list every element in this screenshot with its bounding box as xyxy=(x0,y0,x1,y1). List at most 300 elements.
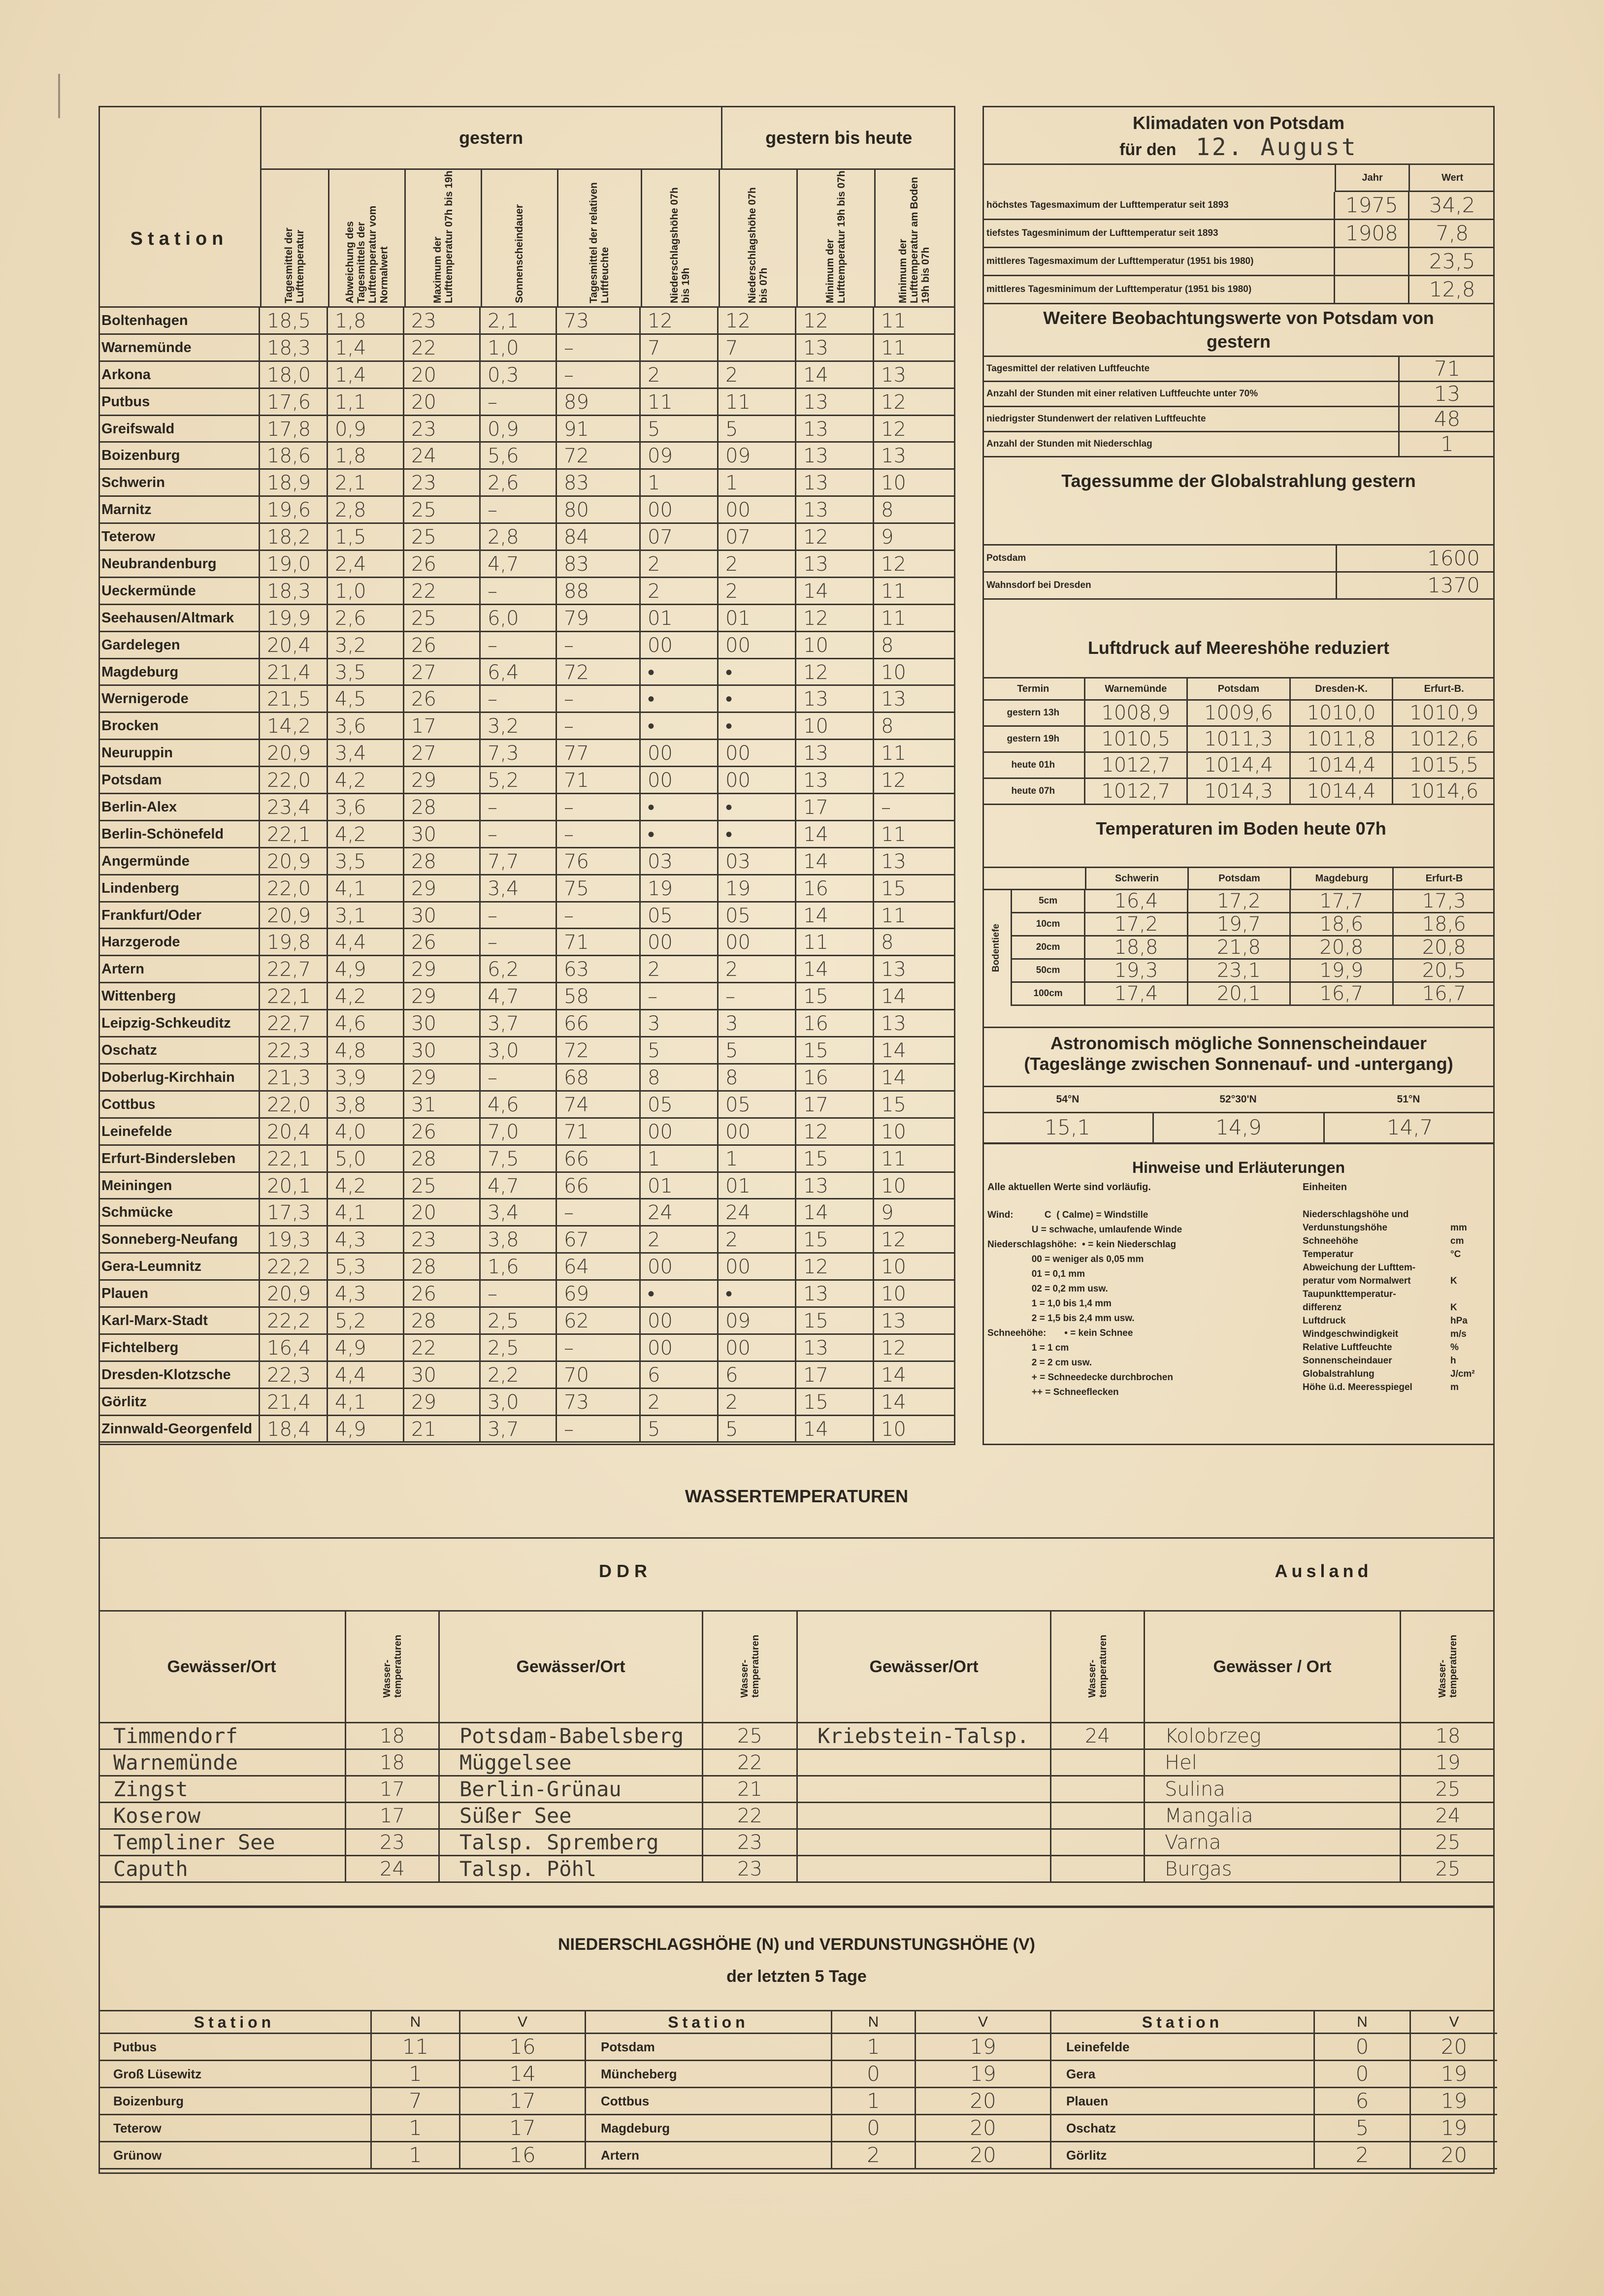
boden-value: 17,7 xyxy=(1289,890,1392,912)
nieder-h-v: V xyxy=(916,2011,1051,2033)
cell-value: 4,6 xyxy=(328,1010,404,1036)
cell-value: 12 xyxy=(796,1119,874,1144)
cell-value: 11 xyxy=(881,310,906,332)
nieder-v: 16 xyxy=(460,2034,586,2060)
cell-value: 3,5 xyxy=(328,848,404,874)
nieder-h-n: N xyxy=(1315,2011,1411,2033)
cell-value: 24 xyxy=(404,443,481,468)
cell-value: 10 xyxy=(881,1256,906,1279)
cell-value: 9 xyxy=(881,526,894,549)
wasser-ort: Hel xyxy=(1145,1750,1401,1775)
cell-value: 4,3 xyxy=(328,1227,404,1252)
boden-value: 16,7 xyxy=(1289,983,1392,1004)
cell-value: 5 xyxy=(641,1037,719,1063)
cell-value: 18,3 xyxy=(260,335,328,360)
boden-row xyxy=(1012,960,1495,983)
cell-value: 72 xyxy=(557,659,641,685)
cell-value: 19,9 xyxy=(260,605,328,631)
cell-value: 09 xyxy=(719,1308,796,1333)
boden-row xyxy=(1012,913,1495,937)
einheit-unit: m xyxy=(1450,1382,1459,1392)
nieder-h-station: Station xyxy=(98,2011,372,2033)
cell-value: 10 xyxy=(796,713,874,739)
station-name: Arkona xyxy=(98,362,260,388)
wasser-col-ort: Gewässer / Ort xyxy=(1145,1610,1401,1722)
cell-value: 2,5 xyxy=(481,1308,557,1333)
cell-value: 00 xyxy=(641,1254,719,1279)
cell-value: 73 xyxy=(557,1389,641,1415)
cell-value: 22 xyxy=(404,335,481,360)
boden-row xyxy=(1012,937,1495,960)
station-name: Berlin-Schönefeld xyxy=(98,821,260,847)
cell-value: 13 xyxy=(881,850,906,873)
cell-value: 12 xyxy=(796,1254,874,1279)
cell-value: 15 xyxy=(796,983,874,1009)
boden-depth: 50cm xyxy=(1036,965,1060,975)
cell-value: 00 xyxy=(641,1308,719,1333)
einheit-label: differenz xyxy=(1303,1302,1342,1313)
cell-value: – xyxy=(557,1416,641,1442)
cell-value: 8 xyxy=(881,634,894,657)
cell-value: 1,4 xyxy=(328,335,404,360)
einheit-label: Sonnenscheindauer xyxy=(1303,1356,1392,1366)
cell-value: 14,2 xyxy=(260,713,328,739)
cell-value: 12 xyxy=(796,659,874,685)
einheit-label: Windgeschwindigkeit xyxy=(1303,1329,1399,1339)
cell-value: 03 xyxy=(719,848,796,874)
station-name: Frankfurt/Oder xyxy=(98,903,260,928)
wasser-temp: 25 xyxy=(1435,1831,1461,1854)
nieder-n: 2 xyxy=(832,2142,916,2168)
boden-row xyxy=(1012,983,1495,1006)
cell-value: 19 xyxy=(719,875,796,901)
station-name: Marnitz xyxy=(98,497,260,522)
boden-value: 17,4 xyxy=(1084,983,1186,1004)
nieder-h-v: V xyxy=(460,2011,586,2033)
cell-value: 13 xyxy=(881,688,906,711)
cell-value: 30 xyxy=(404,1037,481,1063)
cell-value: – xyxy=(641,983,719,1009)
cell-value: 19,6 xyxy=(260,497,328,522)
klima-wert: 34,2 xyxy=(1408,192,1495,219)
weitere-row xyxy=(982,432,1495,457)
cell-value: 4,7 xyxy=(481,983,557,1009)
cell-value: 2 xyxy=(641,956,719,982)
einheit-label: Globalstrahlung xyxy=(1303,1369,1375,1379)
wasser-ort: Burgas xyxy=(1145,1856,1401,1881)
einheit-row xyxy=(1303,1288,1495,1301)
klima-jahr xyxy=(1334,248,1408,275)
cell-value: 3,2 xyxy=(328,632,404,658)
cell-value: 1 xyxy=(641,470,719,495)
cell-value: 13 xyxy=(881,445,906,468)
cell-value: 00 xyxy=(641,929,719,955)
cell-value: 8 xyxy=(881,499,894,522)
klima-wert: 23,5 xyxy=(1408,248,1495,275)
cell-value: 28 xyxy=(404,794,481,820)
wasser-row xyxy=(1145,1750,1495,1777)
einheit-row xyxy=(1303,1208,1495,1221)
cell-value: 27 xyxy=(404,659,481,685)
einheit-row xyxy=(1303,1221,1495,1234)
cell-value: 62 xyxy=(557,1308,641,1333)
nieder-group xyxy=(586,2011,1051,2169)
station-name: Berlin-Alex xyxy=(98,794,260,820)
cell-value: – xyxy=(557,903,641,928)
nieder-station: Potsdam xyxy=(586,2034,832,2060)
cell-value: 18,9 xyxy=(260,470,328,495)
cell-value: 76 xyxy=(557,848,641,874)
cell-value: 11 xyxy=(881,742,906,765)
cell-value: 05 xyxy=(719,1092,796,1117)
klima-title: Klimadaten von Potsdam xyxy=(1132,113,1345,133)
station-name: Cottbus xyxy=(98,1092,260,1117)
cell-value: – xyxy=(481,903,557,928)
cell-value: 18,3 xyxy=(260,578,328,604)
cell-value: – xyxy=(481,389,557,415)
station-name: Harzgerode xyxy=(98,929,260,955)
cell-value: 30 xyxy=(404,821,481,847)
cell-value: 4,9 xyxy=(328,956,404,982)
hinweise-line: 2 = 1,5 bis 2,4 mm usw. xyxy=(987,1313,1135,1324)
cell-value: 6 xyxy=(641,1362,719,1388)
klima-col-wert: Wert xyxy=(1408,165,1495,191)
weitere-label: niedrigster Stundenwert der relativen Luftfeuchte xyxy=(986,414,1206,424)
cell-value: 2,8 xyxy=(328,497,404,522)
cell-value: 3 xyxy=(719,1010,796,1036)
boden-value: 20,8 xyxy=(1392,937,1495,958)
cell-value: • xyxy=(719,794,796,820)
sonne-header: 52°30'N xyxy=(1219,1094,1257,1105)
cell-value: 8 xyxy=(881,931,894,954)
cell-value: 4,3 xyxy=(328,1281,404,1306)
nieder-n: 1 xyxy=(372,2142,460,2168)
cell-value: 22,3 xyxy=(260,1362,328,1388)
station-header: Station xyxy=(98,170,262,306)
luftdruck-row xyxy=(982,779,1495,805)
cell-value: 4,9 xyxy=(328,1416,404,1442)
cell-value: 05 xyxy=(641,903,719,928)
nieder-group xyxy=(1051,2011,1497,2169)
luftdruck-value: 1012,6 xyxy=(1392,727,1495,751)
column-header-label: Minimum der Lufttemperatur am Boden 19h bis 07h xyxy=(897,177,932,303)
klima-jahr: 1908 xyxy=(1334,220,1408,247)
cell-value: 3,9 xyxy=(328,1065,404,1090)
cell-value: 30 xyxy=(404,1362,481,1388)
einheit-unit: hPa xyxy=(1450,1316,1468,1326)
cell-value: 3,6 xyxy=(328,794,404,820)
weitere-label: Anzahl der Stunden mit Niederschlag xyxy=(986,439,1152,449)
cell-value: 3,8 xyxy=(328,1092,404,1117)
cell-value: 15 xyxy=(796,1308,874,1333)
station-name: Neuruppin xyxy=(98,740,260,766)
cell-value: 15 xyxy=(881,1093,906,1116)
cell-value: 12 xyxy=(796,524,874,550)
column-header xyxy=(329,170,406,306)
nieder-row xyxy=(98,2088,586,2115)
boden-header-row xyxy=(982,868,1495,890)
nieder-n: 2 xyxy=(1315,2142,1411,2168)
table-row xyxy=(98,362,955,389)
klima-fuer-den: für den xyxy=(1119,140,1177,159)
cell-value: 15 xyxy=(881,877,906,900)
cell-value: 13 xyxy=(796,551,874,577)
cell-value: 6,4 xyxy=(481,659,557,685)
cell-value: 3,5 xyxy=(328,659,404,685)
cell-value: 1,8 xyxy=(328,308,404,333)
nieder-station: Görlitz xyxy=(1051,2142,1315,2168)
nieder-n: 1 xyxy=(832,2034,916,2060)
cell-value: 14 xyxy=(796,821,874,847)
sonne-header: 51°N xyxy=(1397,1094,1420,1105)
table-row xyxy=(98,875,955,903)
luftdruck-header-row xyxy=(982,679,1495,701)
cell-value: – xyxy=(557,686,641,711)
hinweise-line: Schneehöhe: • = kein Schnee xyxy=(987,1328,1133,1338)
cell-value: 09 xyxy=(719,443,796,468)
table-row xyxy=(98,1119,955,1146)
hinweise-line: Niederschlagshöhe: • = kein Niederschlag xyxy=(987,1239,1177,1250)
cell-value: 10 xyxy=(881,1120,906,1143)
cell-value: 00 xyxy=(641,1119,719,1144)
cell-value: • xyxy=(641,794,719,820)
cell-value: 12 xyxy=(881,418,906,441)
cell-value: 7 xyxy=(641,335,719,360)
einheit-label: Abweichung der Lufttem- xyxy=(1303,1262,1416,1273)
cell-value: 3,8 xyxy=(481,1227,557,1252)
table-row xyxy=(98,821,955,848)
wasser-row xyxy=(798,1830,1145,1856)
station-name: Dresden-Klotzsche xyxy=(98,1362,260,1388)
table-row xyxy=(98,929,955,956)
einheit-row xyxy=(1303,1354,1495,1367)
nieder-row xyxy=(586,2034,1051,2061)
global-title: Tagessumme der Globalstrahlung gestern xyxy=(1061,471,1416,491)
table-row xyxy=(98,1416,955,1443)
cell-value: 7,5 xyxy=(481,1146,557,1171)
wasser-temp: 18 xyxy=(346,1723,440,1748)
einheit-label: Verdunstungshöhe xyxy=(1303,1223,1388,1233)
cell-value: 2 xyxy=(719,362,796,388)
cell-value: • xyxy=(719,659,796,685)
cell-value: 20,4 xyxy=(260,632,328,658)
cell-value: 4,7 xyxy=(481,1173,557,1198)
table-row xyxy=(98,1308,955,1335)
cell-value: 4,4 xyxy=(328,929,404,955)
boden-value: 19,9 xyxy=(1289,960,1392,981)
luftdruck-header: Erfurt-B. xyxy=(1392,679,1495,699)
nieder-h-station: Station xyxy=(586,2011,832,2033)
nieder-v: 20 xyxy=(1440,2035,1468,2059)
nieder-station: Leinefelde xyxy=(1051,2034,1315,2060)
cell-value: 4,2 xyxy=(328,821,404,847)
cell-value: 10 xyxy=(881,1283,906,1306)
cell-value: – xyxy=(557,821,641,847)
cell-value: 11 xyxy=(881,823,906,846)
nieder-n: 0 xyxy=(832,2061,916,2087)
cell-value: 2,1 xyxy=(328,470,404,495)
einheit-unit: °C xyxy=(1450,1249,1461,1260)
table-row xyxy=(98,1146,955,1173)
station-name: Greifswald xyxy=(98,416,260,442)
sonne-value: 15,1 xyxy=(1044,1115,1091,1139)
cell-value: 29 xyxy=(404,875,481,901)
nieder-v: 19 xyxy=(916,2034,1051,2060)
table-row xyxy=(98,1254,955,1281)
cell-value: 01 xyxy=(719,605,796,631)
weitere-label: Anzahl der Stunden mit einer relativen Luftfeuchte unter 70% xyxy=(986,388,1258,399)
cell-value: 11 xyxy=(881,580,906,603)
cell-value: 67 xyxy=(557,1227,641,1252)
boden-value: 19,7 xyxy=(1187,913,1289,935)
wasser-col-temp: Wasser- temperaturen xyxy=(381,1634,403,1698)
boden-header: Magdeburg xyxy=(1290,868,1392,889)
wasser-ort: Mangalia xyxy=(1145,1803,1401,1828)
station-name: Boizenburg xyxy=(98,443,260,468)
global-label: Potsdam xyxy=(986,553,1026,563)
cell-value: 88 xyxy=(557,578,641,604)
cell-value: 3,4 xyxy=(328,740,404,766)
cell-value: – xyxy=(557,1335,641,1360)
wasser-ort: Talsp. Spremberg xyxy=(440,1830,703,1855)
luftdruck-title: Luftdruck auf Meereshöhe reduziert xyxy=(1087,638,1390,658)
cell-value: 64 xyxy=(557,1254,641,1279)
nieder-n: 1 xyxy=(832,2088,916,2114)
wasser-ort: Zingst xyxy=(98,1777,346,1802)
cell-value: 73 xyxy=(557,308,641,333)
table-row xyxy=(98,524,955,551)
wasser-temp: 25 xyxy=(1435,1778,1461,1801)
wasser-row xyxy=(440,1777,798,1803)
station-name: Wittenberg xyxy=(98,983,260,1009)
station-name: Sonneberg-Neufang xyxy=(98,1227,260,1252)
cell-value: 18,6 xyxy=(260,443,328,468)
cell-value: 6 xyxy=(719,1362,796,1388)
cell-value: 22,0 xyxy=(260,1092,328,1117)
nieder-n: 7 xyxy=(372,2088,460,2114)
global-row xyxy=(982,546,1495,573)
cell-value: 26 xyxy=(404,1119,481,1144)
weitere-row xyxy=(982,407,1495,432)
nieder-n: 11 xyxy=(372,2034,460,2060)
table-row xyxy=(98,1173,955,1200)
nieder-n: 6 xyxy=(1315,2088,1411,2114)
cell-value: 12 xyxy=(881,1229,906,1252)
global-label: Wahnsdorf bei Dresden xyxy=(986,580,1091,590)
boden-side-label: Bodentiefe xyxy=(991,924,1002,972)
wasser-row xyxy=(98,1723,440,1750)
cell-value: 01 xyxy=(719,1173,796,1198)
cell-value: 16 xyxy=(796,1010,874,1036)
cell-value: 2,5 xyxy=(481,1335,557,1360)
cell-value: 17 xyxy=(796,1092,874,1117)
cell-value: 21,4 xyxy=(260,659,328,685)
cell-value: 2 xyxy=(641,578,719,604)
wasser-row xyxy=(798,1856,1145,1883)
cell-value: 11 xyxy=(881,336,906,359)
cell-value: 13 xyxy=(796,416,874,442)
cell-value: 8 xyxy=(719,1065,796,1090)
cell-value: 23 xyxy=(404,308,481,333)
luftdruck-value: 1014,4 xyxy=(1289,779,1392,804)
cell-value: – xyxy=(557,632,641,658)
cell-value: 30 xyxy=(404,903,481,928)
cell-value: 16,4 xyxy=(260,1335,328,1360)
cell-value: 13 xyxy=(796,1173,874,1198)
wasser-row xyxy=(440,1750,798,1777)
nieder-title: NIEDERSCHLAGSHÖHE (N) und VERDUNSTUNGSHÖHE (V) xyxy=(557,1935,1036,1954)
station-name: Schwerin xyxy=(98,470,260,495)
wasser-temp: 24 xyxy=(1051,1723,1145,1748)
wasser-row xyxy=(1145,1856,1495,1883)
luftdruck-header: Warnemünde xyxy=(1084,679,1187,699)
station-name: Putbus xyxy=(98,389,260,415)
cell-value: 20,9 xyxy=(260,1281,328,1306)
cell-value: 12 xyxy=(881,1336,906,1359)
cell-value: 1,4 xyxy=(328,362,404,388)
wasser-col-ort: Gewässer/Ort xyxy=(440,1610,703,1722)
nieder-row xyxy=(1051,2061,1497,2088)
cell-value: 17,8 xyxy=(260,416,328,442)
cell-value: 3,7 xyxy=(481,1416,557,1442)
nieder-row xyxy=(586,2115,1051,2142)
cell-value: – xyxy=(881,796,891,819)
cell-value: – xyxy=(481,632,557,658)
cell-value: 1 xyxy=(719,1146,796,1171)
wasser-group xyxy=(98,1610,440,1883)
nieder-v: 19 xyxy=(1440,2089,1468,2113)
cell-value: 21,3 xyxy=(260,1065,328,1090)
weitere-label: Tagesmittel der relativen Luftfeuchte xyxy=(986,363,1150,374)
cell-value: 15 xyxy=(796,1037,874,1063)
station-name: Seehausen/Altmark xyxy=(98,605,260,631)
einheit-unit: % xyxy=(1450,1342,1459,1353)
cell-value: 13 xyxy=(796,1281,874,1306)
wasser-ort xyxy=(798,1830,1051,1855)
cell-value: 22,2 xyxy=(260,1254,328,1279)
table-row xyxy=(98,1092,955,1119)
boden-value: 16,7 xyxy=(1392,983,1495,1004)
wasser-temp xyxy=(1051,1856,1145,1881)
table-row xyxy=(98,686,955,713)
table-row xyxy=(98,1335,955,1362)
wasser-col-temp: Wasser- temperaturen xyxy=(1437,1634,1459,1698)
cell-value: 20,4 xyxy=(260,1119,328,1144)
column-header xyxy=(798,170,876,306)
cell-value: 14 xyxy=(796,848,874,874)
cell-value: 26 xyxy=(404,686,481,711)
table-row xyxy=(98,551,955,578)
nieder-row xyxy=(1051,2115,1497,2142)
station-name: Görlitz xyxy=(98,1389,260,1415)
nieder-v: 20 xyxy=(1440,2143,1468,2167)
cell-value: • xyxy=(641,821,719,847)
nieder-n: 0 xyxy=(832,2115,916,2141)
table-row xyxy=(98,1010,955,1037)
klima-wert: 12,8 xyxy=(1408,276,1495,303)
column-header-label: Abweichung des Tagesmittels der Lufttemperatur vom Normalwert xyxy=(344,205,390,303)
hinweise-line: 00 = weniger als 0,05 mm xyxy=(987,1254,1144,1264)
nieder-n: 1 xyxy=(372,2115,460,2141)
cell-value: 5 xyxy=(719,1416,796,1442)
table-row xyxy=(98,956,955,983)
cell-value: 14 xyxy=(881,1391,906,1414)
sonne-header: 54°N xyxy=(1056,1094,1080,1105)
cell-value: 13 xyxy=(881,1309,906,1332)
station-name: Gardelegen xyxy=(98,632,260,658)
cell-value: 14 xyxy=(796,956,874,982)
cell-value: 3,7 xyxy=(481,1010,557,1036)
